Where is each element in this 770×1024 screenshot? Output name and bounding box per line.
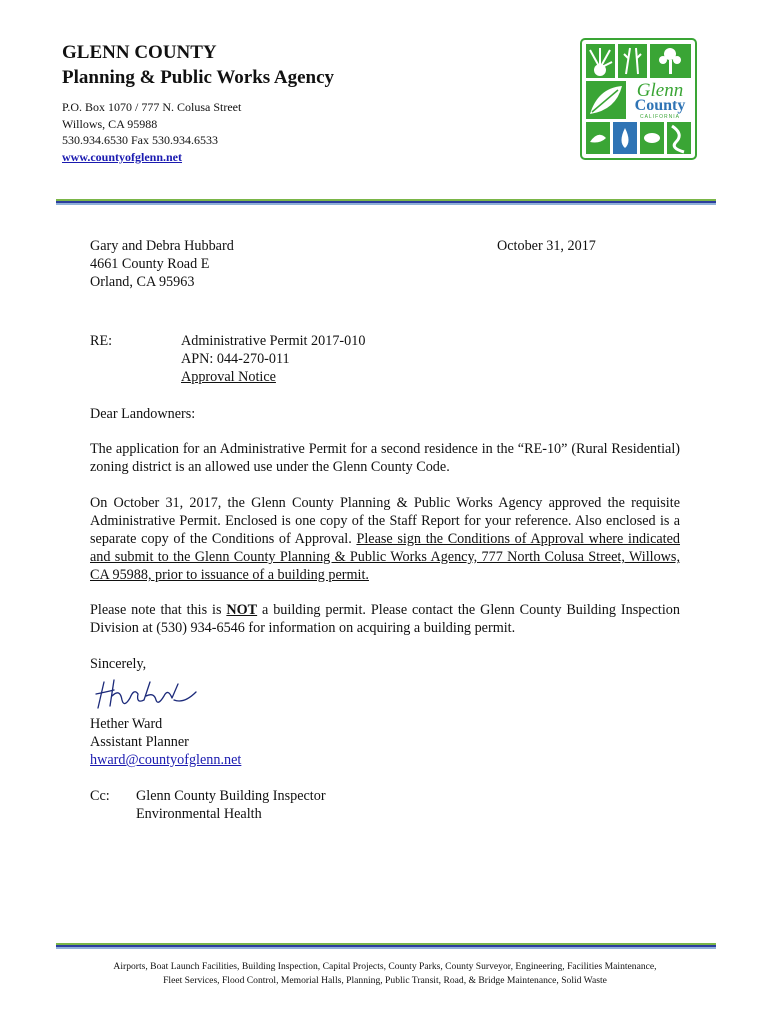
signer-title: Assistant Planner <box>90 734 189 750</box>
organization-name <box>62 40 334 90</box>
paragraph-3-text-b: a building permit. Please contact the Glenn County Building Inspection Division at (530) 934-6546 for information on acquiring a building permit. <box>90 602 680 636</box>
paragraph-2-text: On October 31, 2017, the Glenn County Planning & Public Works Agency approved the requisite Administrative Permit. Enclosed is one copy of the Staff Report for your reference. Also enclosed is a separate copy of the Conditions of Approval. <box>90 495 680 547</box>
mailing-address: P.O. Box 1070 / 777 N. Colusa Street <box>62 100 242 114</box>
signer-email-link[interactable]: hward@countyofglenn.net <box>90 752 242 768</box>
signer-block <box>90 715 241 769</box>
recipient-name: Gary and Debra Hubbard <box>90 238 234 254</box>
re-apn: APN: 044-270-011 <box>181 351 290 367</box>
org-name-line2: Planning & Public Works Agency <box>62 67 335 88</box>
re-subject <box>181 332 365 386</box>
salutation: Dear Landowners: <box>90 406 196 422</box>
org-name-line1: GLENN COUNTY <box>62 42 217 63</box>
recipient-street: 4661 County Road E <box>90 256 210 272</box>
recipient-city: Orland, CA 95963 <box>90 274 195 290</box>
closing: Sincerely, <box>90 656 147 672</box>
paragraph-3 <box>90 601 680 637</box>
city-state-zip: Willows, CA 95988 <box>62 116 158 131</box>
services-footer <box>60 960 710 988</box>
cc-recipient: Environmental Health <box>136 806 262 822</box>
paragraph-2-instructions: Please sign the Conditions of Approval where indicated and submit to the Glenn County Planning & Public Works Agency, 777 North Colusa Street, Willows, CA 95988, prior to issuance of a building permit. <box>90 531 680 583</box>
website-link[interactable]: www.countyofglenn.net <box>62 149 183 164</box>
glenn-county-logo <box>580 38 697 160</box>
not-emphasis: NOT <box>226 602 258 618</box>
cc-list <box>136 787 326 823</box>
re-permit: Administrative Permit 2017-010 <box>181 333 366 349</box>
phone-fax: 530.934.6530 Fax 530.934.6533 <box>62 133 218 147</box>
paragraph-2 <box>90 494 680 584</box>
footer-line-2: Fleet Services, Flood Control, Memorial Halls, Planning, Public Transit, Road, & Bridge Maintenance, Solid Waste <box>163 975 607 986</box>
logo-word-glenn: Glenn <box>636 80 684 101</box>
logo-word-california: CALIFORNIA <box>639 114 681 120</box>
cc-recipient: Glenn County Building Inspector <box>136 788 326 804</box>
paragraph-1: The application for an Administrative Permit for a second residence in the “RE-10” (Rural Residential) zoning district is an allowed use under the Glenn County Code. <box>90 441 680 475</box>
logo-word-county: County <box>634 97 686 114</box>
footer-line-1: Airports, Boat Launch Facilities, Building Inspection, Capital Projects, County Parks, County Surveyor, Engineering, Facilities Maintenance, <box>113 961 657 972</box>
paragraph-3-text-a: Please note that this is <box>90 602 227 618</box>
cc-label: Cc: <box>90 788 110 804</box>
signature <box>92 674 202 714</box>
letter-date: October 31, 2017 <box>497 238 596 254</box>
header-divider <box>56 199 716 205</box>
footer-divider <box>56 943 716 949</box>
contact-block <box>62 99 241 165</box>
re-notice-type: Approval Notice <box>181 369 276 385</box>
re-label: RE: <box>90 333 113 349</box>
recipient-address <box>90 237 234 291</box>
signer-name: Hether Ward <box>90 716 163 732</box>
